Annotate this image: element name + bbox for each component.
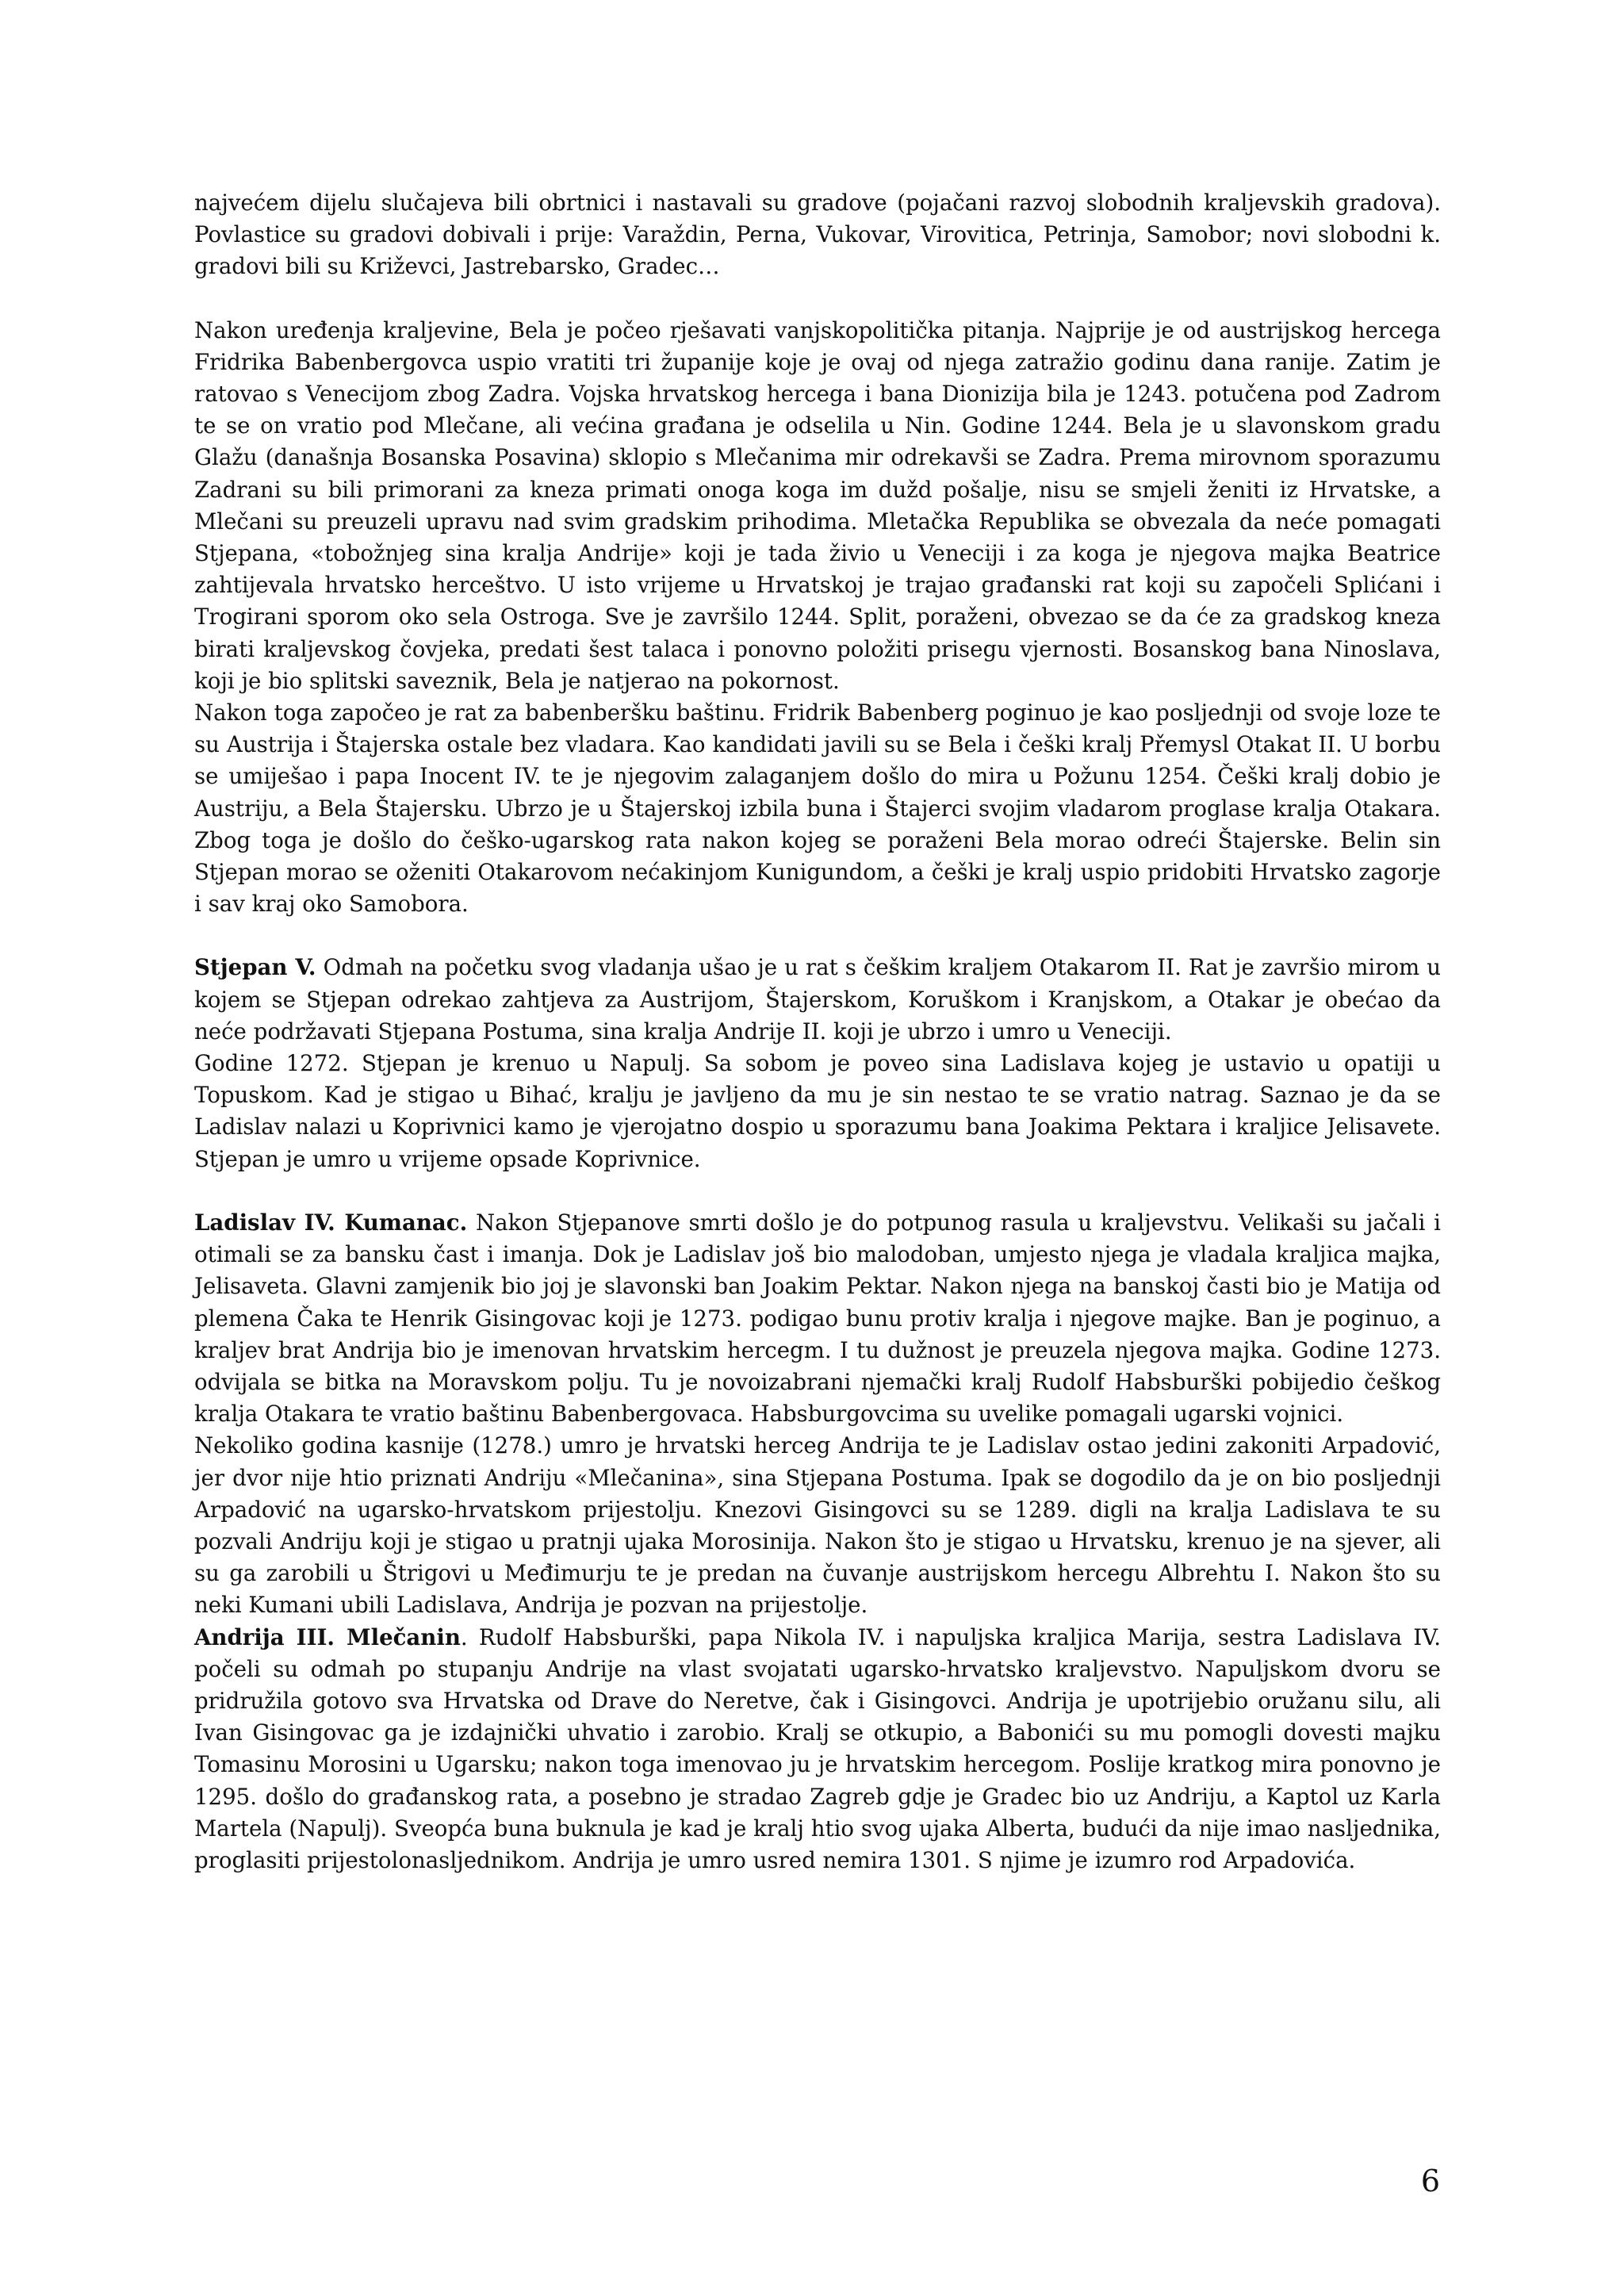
section-heading: Andrija III. Mlečanin bbox=[194, 1623, 461, 1650]
document-page bbox=[194, 187, 1441, 1876]
section-heading: Stjepan V. bbox=[194, 954, 316, 981]
paragraph-ladislav-iv bbox=[194, 1207, 1441, 1430]
paragraph-text: Nekoliko godina kasnije (1278.) umro je hrvatski herceg Andrija te je Ladislav ostao jedini zakoniti Arpadović, jer dvor nije htio priznati Andriju «Mlečanina», sina Stjepana Postuma. Ipak se dogodilo da je on bio posljednji Arpadović na ugarsko-hrvatskom prijestolju. Knezovi Gisingovci su se 1289. digli na kralja Ladislava te su pozvali Andriju koji je stigao u pratnji ujaka Morosinija. Nakon što je stigao u Hrvatsku, krenuo je na sjever, ali su ga zarobili u Štrigovi u Međimurju te je predan na čuvanje austrijskom hercegu Albrehtu I. Nakon što su neki Kumani ubili Ladislava, Andrija je pozvan na prijestolje. bbox=[194, 1432, 1441, 1619]
paragraph-text: Nakon toga započeo je rat za babenberšku baštinu. Fridrik Babenberg poginuo je kao posljednji od svoje loze te su Austrija i Štajerska ostale bez vladara. Kao kandidati javili su se Bela i češki kralj Přemysl Otakat II. U borbu se umiješao i papa Inocent IV. te je njegovim zalaganjem došlo do mira u Požunu 1254. Češki kralj dobio je Austriju, a Bela Štajersku. Ubrzo je u Štajerskoj izbila buna i Štajerci svojim vladarom proglase kralja Otakara. Zbog toga je došlo do češko-ugarskog rata nakon kojeg se poraženi Bela morao odreći Štajerske. Belin sin Stjepan morao se oženiti Otakarovom nećakinjom Kunigundom, a češki je kralj uspio pridobiti Hrvatsko zagorje i sav kraj oko Samobora. bbox=[194, 700, 1441, 918]
page-number: 6 bbox=[1420, 2164, 1440, 2198]
paragraph-text: Godine 1272. Stjepan je krenuo u Napulj. Sa sobom je poveo sina Ladislava kojeg je ustavio u opatiji u Topuskom. Kad je stigao u Bihać, kralju je javljeno da mu je sin nestao te se vratio natrag. Saznao je da se Ladislav nalazi u Koprivnici kamo je vjerojatno dospio u sporazumu bana Joakima Pektara i kraljice Jelisavete. Stjepan je umro u vrijeme opsade Koprivnice. bbox=[194, 1050, 1441, 1172]
paragraph-bela-foreign-policy bbox=[194, 315, 1441, 697]
paragraph-text: . Rudolf Habsburški, papa Nikola IV. i napuljska kraljica Marija, sestra Ladislava IV. počeli su odmah po stupanju Andrije na vlast svojatati ugarsko-hrvatsko kraljevstvo. Napuljskom dvoru se pridružila gotovo sva Hrvatska od Drave do Neretve, čak i Gisingovci. Andrija je upotrijebio oružanu silu, ali Ivan Gisingovac ga je izdajnički uhvatio i zarobio. Kralj se otkupio, a Babonići su mu pomogli dovesti majku Tomasinu Morosini u Ugarsku; nakon toga imenovao ju je hrvatskim hercegom. Poslije kratkog mira ponovno je 1295. došlo do građanskog rata, a posebno je stradao Zagreb gdje je Gradec bio uz Andriju, a Kaptol uz Karla Martela (Napulj). Sveopća buna buknula je kad je kralj htio svog ujaka Alberta, budući da nije imao nasljednika, proglasiti prijestolonasljednikom. Andrija je umro usred nemira 1301. S njime je izumro rod Arpadovića. bbox=[194, 1623, 1442, 1873]
paragraph-cities bbox=[194, 187, 1441, 283]
paragraph-text: Nakon Stjepanove smrti došlo je do potpunog rasula u kraljevstvu. Velikaši su jačali i otimali se za bansku čast i imanja. Dok je Ladislav još bio malodoban, umjesto njega je vladala kraljica majka, Jelisaveta. Glavni zamjenik bio joj je slavonski ban Joakim Pektar. Nakon njega na banskoj časti bio je Matija od plemena Čaka te Henrik Gisingovac koji je 1273. podigao bunu protiv kralja i njegove majke. Ban je poginuo, a kraljev brat Andrija bio je imenovan hrvatskim hercegm. I tu dužnost je preuzela njegova majka. Godine 1273. odvijala se bitka na Moravskom polju. Tu je novoizabrani njemački kralj Rudolf Habsburški pobijedio češkog kralja Otakara te vratio baštinu Babenbergovaca. Habsburgovcima su uvelike pomagali ugarski vojnici. bbox=[194, 1209, 1442, 1428]
paragraph-last-arpadovic bbox=[194, 1430, 1441, 1621]
paragraph-text: najvećem dijelu slučajeva bili obrtnici i nastavali su gradove (pojačani razvoj slobodnih kraljevskih gradova). Povlastice su gradovi dobivali i prije: Varaždin, Perna, Vukovar, Virovitica, Petrinja, Samobor; novi slobodni k. gradovi bili su Križevci, Jastrebarsko, Gradec… bbox=[194, 190, 1441, 280]
paragraph-stjepan-napulj bbox=[194, 1048, 1441, 1175]
paragraph-andrija-iii bbox=[194, 1622, 1441, 1877]
paragraph-text: Odmah na početku svog vladanja ušao je u rat s češkim kraljem Otakarom II. Rat je završio mirom u kojem se Stjepan odrekao zahtjeva za Austrijom, Štajerskom, Koruškom i Kranjskom, a Otakar je obećao da neće podržavati Stjepana Postuma, sina kralja Andrije II. koji je ubrzo i umro u Veneciji. bbox=[194, 954, 1442, 1045]
section-heading: Ladislav IV. Kumanac. bbox=[194, 1209, 468, 1236]
paragraph-text: Nakon uređenja kraljevine, Bela je počeo rješavati vanjskopolitička pitanja. Najprije je od austrijskog hercega Fridrika Babenbergovca uspio vratiti tri županije koje je ovaj od njega zatražio godinu dana ranije. Zatim je ratovao s Venecijom zbog Zadra. Vojska hrvatskog hercega i bana Dionizija bila je 1243. potučena pod Zadrom te se on vratio pod Mlečane, ali većina građana je odselila u Nin. Godine 1244. Bela je u slavonskom gradu Glažu (današnja Bosanska Posavina) sklopio s Mlečanima mir odrekavši se Zadra. Prema mirovnom sporazumu Zadrani su bili primorani za kneza primati onoga koga im dužd pošalje, nisu se smjeli ženiti iz Hrvatske, a Mlečani su preuzeli upravu nad svim gradskim prihodima. Mletačka Republika se obvezala da neće pomagati Stjepana, «tobožnjeg sina kralja Andrije» koji je tada živio u Veneciji i za koga je njegova majka Beatrice zahtijevala hrvatsko herceštvo. U isto vrijeme u Hrvatskoj je trajao građanski rat koji su započeli Splićani i Trogirani sporom oko sela Ostroga. Sve je završilo 1244. Split, poraženi, obvezao se da će za gradskog kneza birati kraljevskog čovjeka, predati šest talaca i ponovno položiti prisegu vjernosti. Bosanskog bana Ninoslava, koji je bio splitski saveznik, Bela je natjerao na pokornost. bbox=[194, 316, 1441, 694]
paragraph-stjepan-v bbox=[194, 952, 1441, 1048]
paragraph-babenberg-inheritance bbox=[194, 697, 1441, 920]
